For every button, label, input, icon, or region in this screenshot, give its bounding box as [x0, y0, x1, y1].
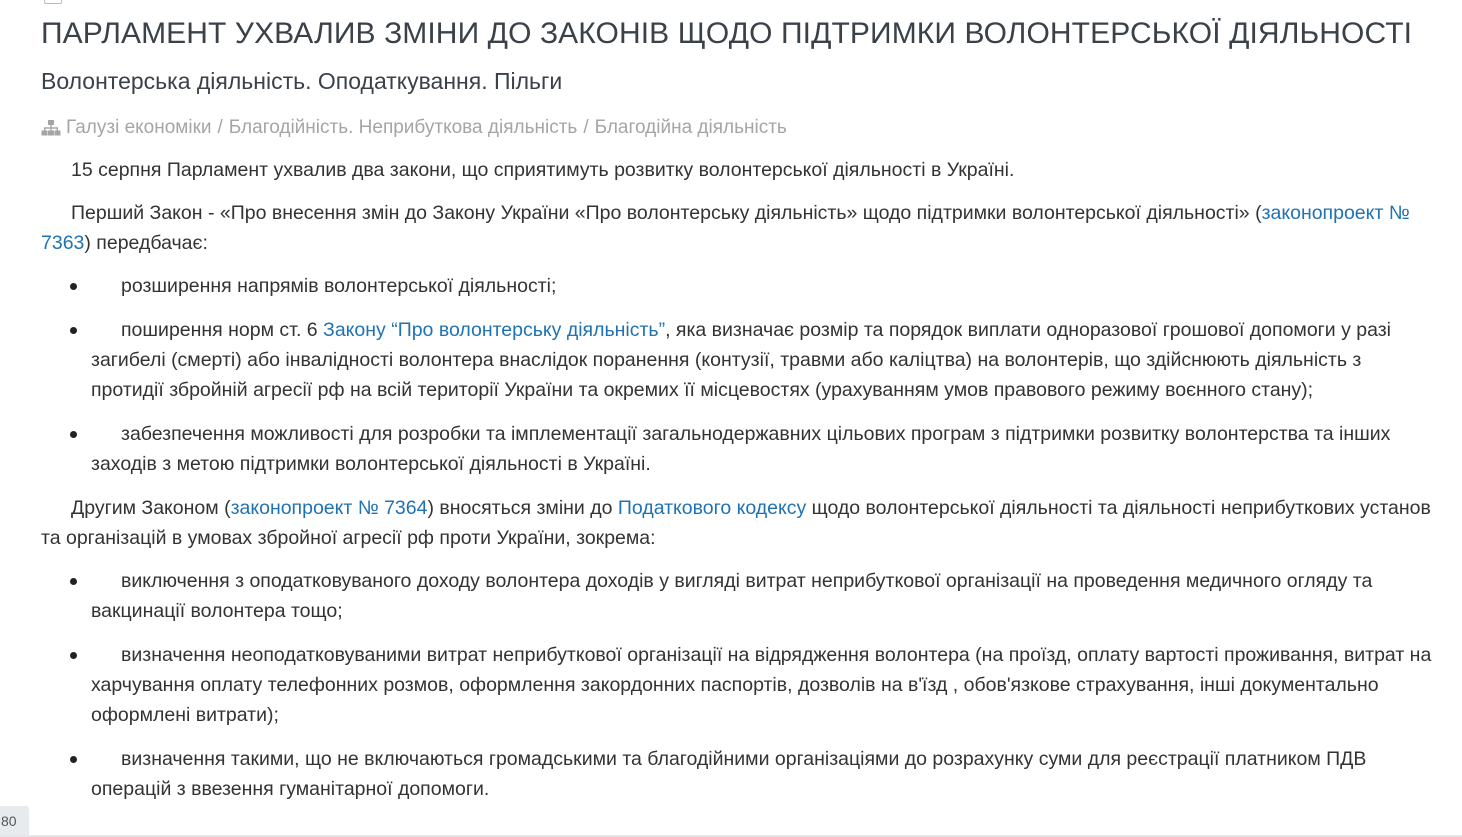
- bill-7364-link[interactable]: законопроект № 7364: [230, 497, 428, 519]
- page-subtitle: Волонтерська діяльність. Оподаткування. Пільги: [41, 68, 563, 94]
- volunteer-law-link[interactable]: Закону “Про волонтерську діяльність”: [323, 319, 666, 341]
- breadcrumb-separator: /: [217, 117, 223, 138]
- breadcrumb-separator: /: [583, 117, 589, 138]
- tax-code-link[interactable]: Податкового кодексу: [617, 497, 807, 519]
- list-item: виключення з оподатковуваного доходу волонтера доходів у вигляді витрат неприбуткової організації на проведення медичного огляду та вакцинації волонтера тощо;: [91, 566, 1433, 626]
- first-law-provisions-list: [41, 271, 1433, 479]
- list-item: поширення норм ст. 6 Закону “Про волонтерську діяльність”, яка визначає розмір та порядок виплати одноразової грошової допомоги у разі загибелі (смерті) або інвалідності волонтера внаслідок поранення (контузії, травми або каліцтва) на волонтерів, що здійснюють діяльність з протидії збройній агресії рф на всій території України та окремих її місцевостях (урахуванням умов правового режиму воєнного стану);: [91, 315, 1433, 405]
- breadcrumb-item-charity-nonprofit[interactable]: Благодійність. Неприбуткова діяльність: [228, 117, 578, 138]
- second-law-provisions-list: [41, 566, 1433, 804]
- paragraph-first-law: Перший Закон - «Про внесення змін до Закону України «Про волонтерську діяльність» щодо підтримки волонтерської діяльності» (законопроект № 7363) передбачає:: [41, 202, 1410, 254]
- calendar-icon: [44, 0, 62, 4]
- breadcrumb: [41, 117, 787, 139]
- breadcrumb-item-charity-activity[interactable]: Благодійна діяльність: [594, 117, 787, 138]
- list-item: визначення такими, що не включаються громадськими та благодійними організаціями до розрахунку суми для реєстрації платником ПДВ операцій з ввезення гуманітарної допомоги.: [91, 744, 1433, 804]
- list-item: визначення неоподатковуваними витрат неприбуткової організації на відрядження волонтера (на проїзд, оплату вартості проживання, витрат на харчування оплату телефонних розмов, оформлення закордонних паспортів, дозволів на в'їзд , обов'язкове страхування, інші документально оформлені витрати);: [91, 640, 1433, 730]
- list-item: забезпечення можливості для розробки та імплементації загальнодержавних цільових програм з підтримки розвитку волонтерства та інших заходів з метою підтримки волонтерської діяльності в Україні.: [91, 419, 1433, 479]
- article-body: [41, 155, 1433, 818]
- list-item: розширення напрямів волонтерської діяльності;: [91, 271, 1433, 301]
- zoom-level-badge[interactable]: 80: [0, 806, 29, 837]
- page-title: ПАРЛАМЕНТ УХВАЛИВ ЗМІНИ ДО ЗАКОНІВ ЩОДО ПІДТРИМКИ ВОЛОНТЕРСЬКОЇ ДІЯЛЬНОСТІ: [41, 17, 1413, 50]
- sitemap-icon: [41, 119, 61, 137]
- bill-7363-link[interactable]: законопроект № 7363: [41, 202, 1410, 254]
- paragraph-intro: 15 серпня Парламент ухвалив два закони, що сприятимуть розвитку волонтерської діяльності в Україні.: [71, 159, 1015, 181]
- paragraph-second-law: Другим Законом (законопроект № 7364) вносяться зміни до Податкового кодексу щодо волонтерської діяльності та діяльності неприбуткових установ та організацій в умовах збройної агресії рф проти України, зокрема:: [41, 497, 1431, 549]
- breadcrumb-item-economy-sectors[interactable]: Галузі економіки: [66, 117, 212, 138]
